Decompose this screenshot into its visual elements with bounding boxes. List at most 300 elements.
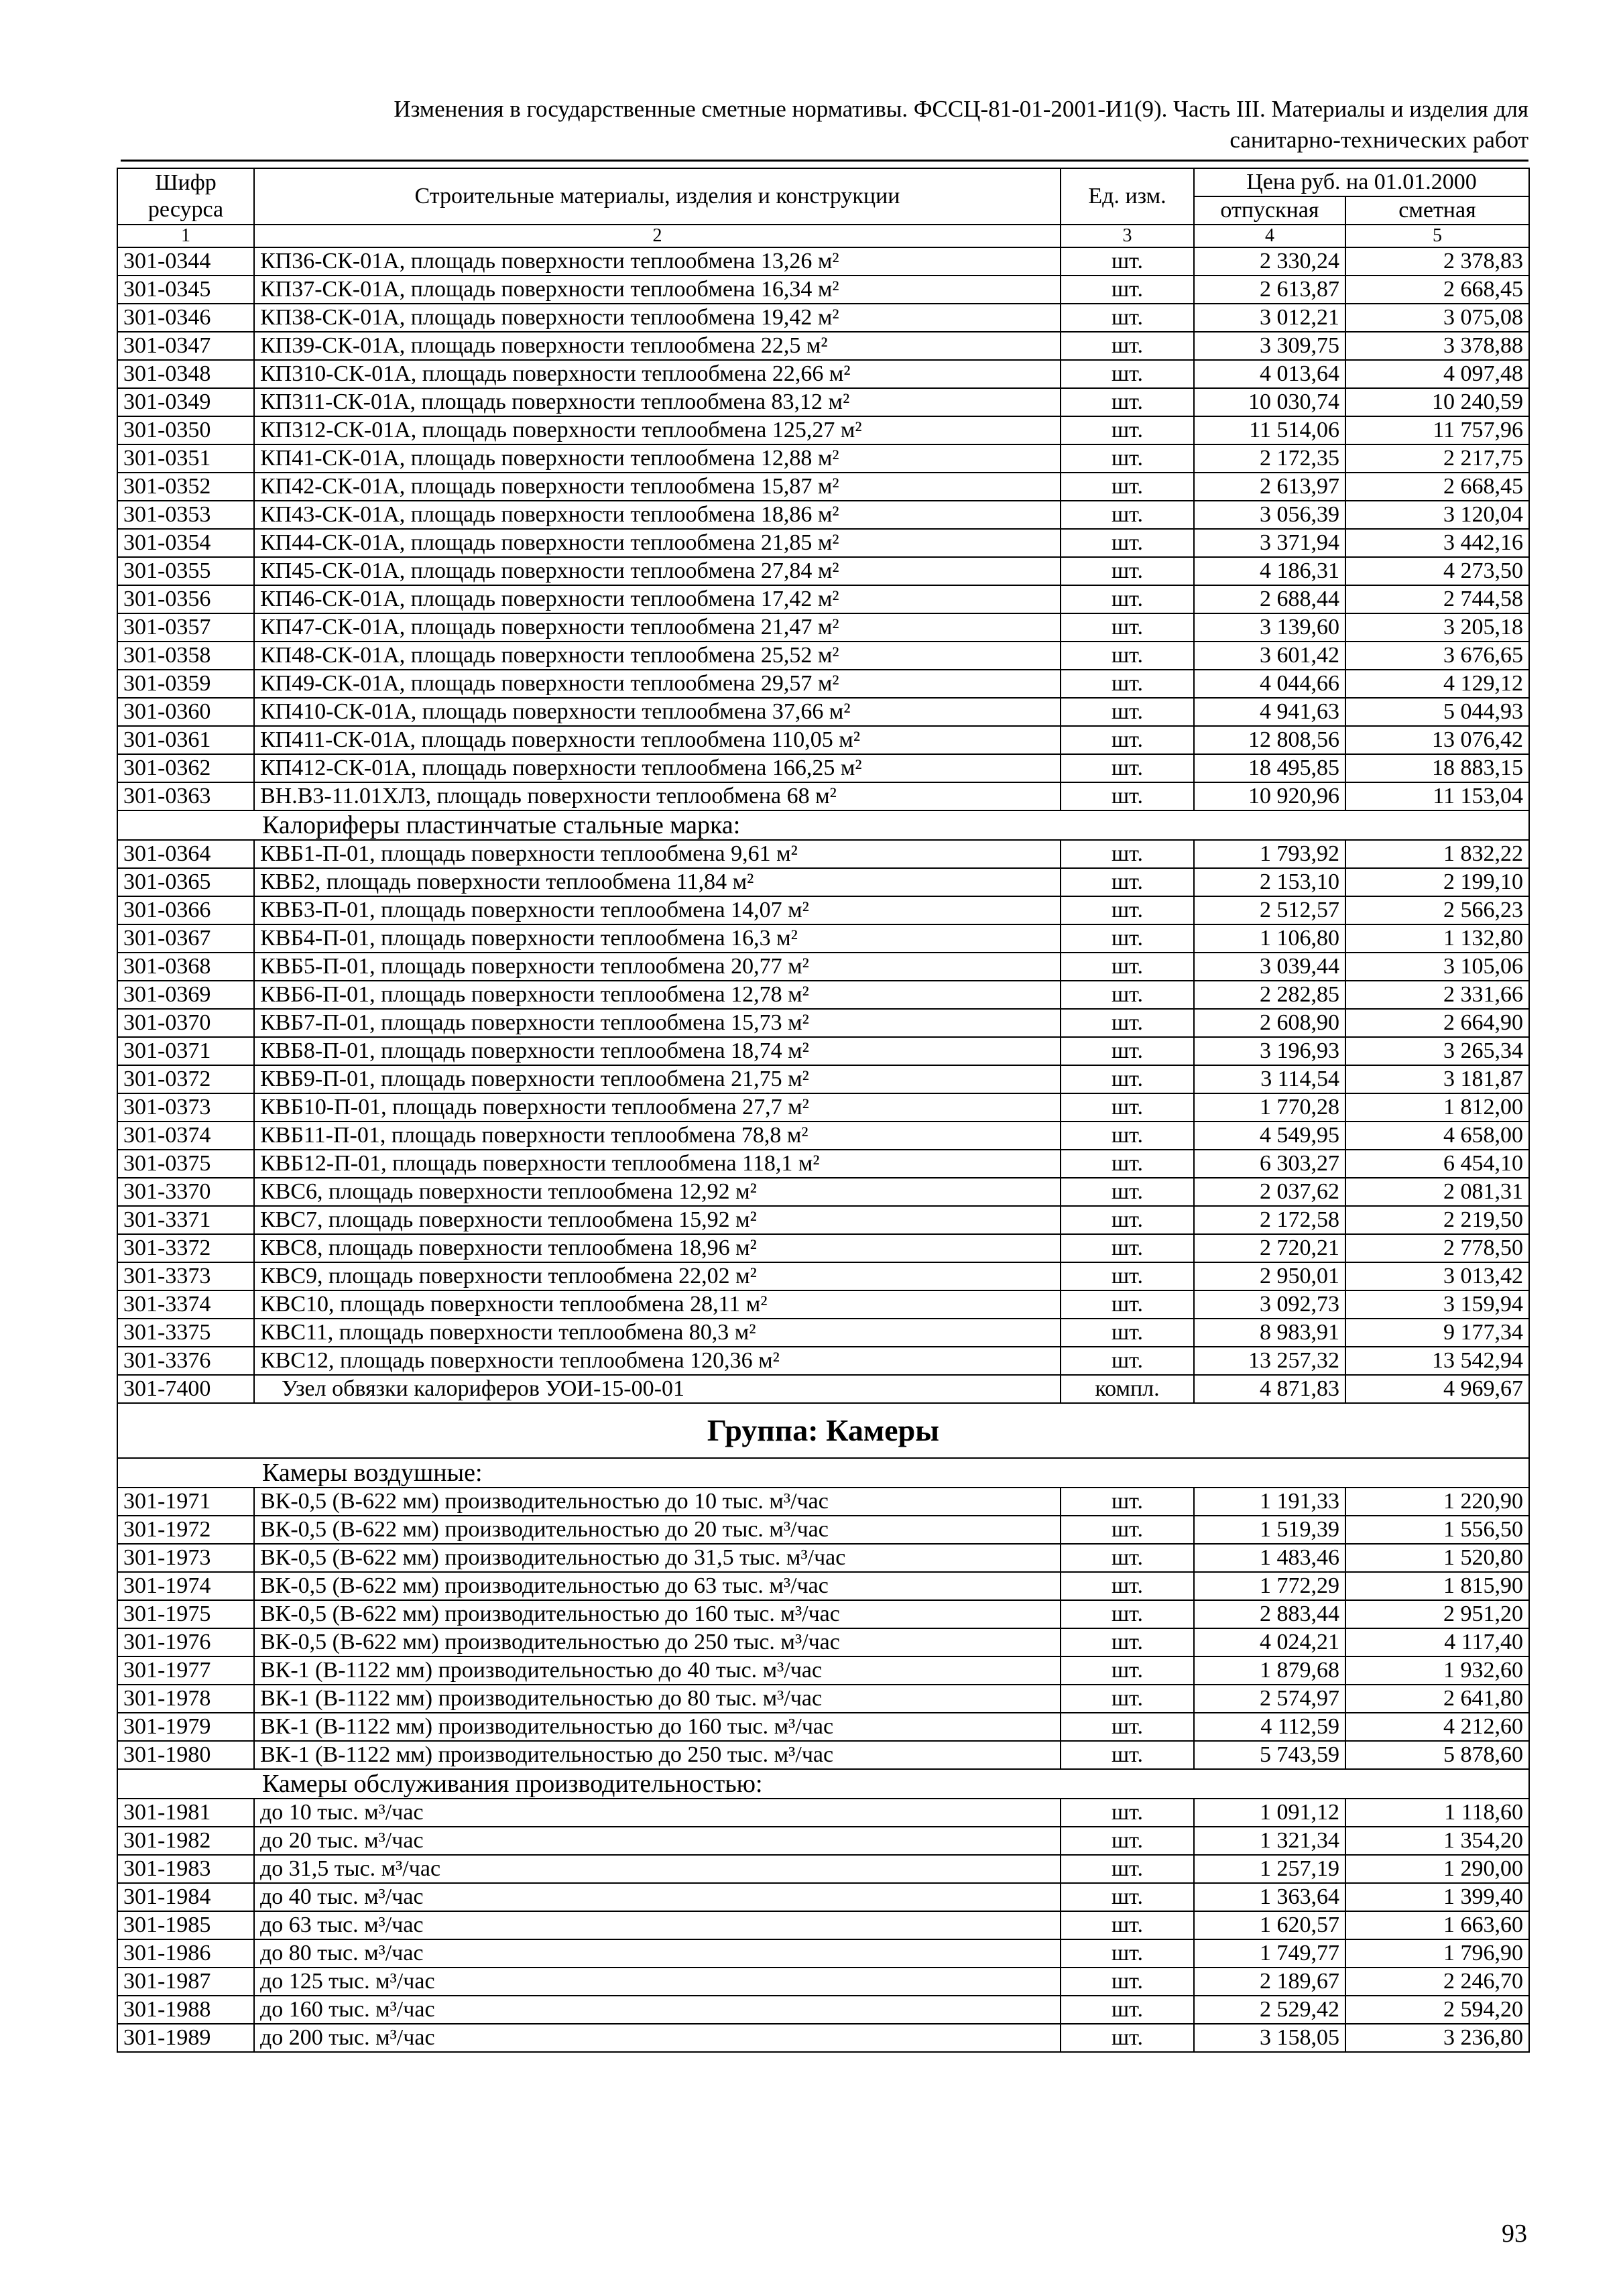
release-price: 2 037,62 [1194,1178,1345,1206]
table-row [117,1037,1529,1065]
estimate-price: 4 129,12 [1345,670,1529,698]
resource-code: 301-1971 [117,1488,254,1516]
resource-code: 301-1977 [117,1656,254,1685]
unit: шт. [1061,1122,1194,1150]
estimate-price: 1 832,22 [1345,840,1529,868]
section-title: Калориферы пластинчатые стальные марка: [254,810,1529,840]
table-row [117,585,1529,613]
table-row [117,1375,1529,1403]
item-name: КП311-СК-01А, площадь поверхности теплообмена 83,12 м² [254,388,1061,416]
estimate-price: 3 378,88 [1345,332,1529,360]
estimate-price: 2 219,50 [1345,1206,1529,1234]
release-price: 1 772,29 [1194,1572,1345,1600]
estimate-price: 5 044,93 [1345,698,1529,726]
item-name: ВК-0,5 (В-622 мм) производительностью до 20 тыс. м³/час [254,1516,1061,1544]
resource-code: 301-1981 [117,1799,254,1827]
table-row [117,1939,1529,1968]
item-name: до 63 тыс. м³/час [254,1911,1061,1939]
estimate-price: 2 951,20 [1345,1600,1529,1628]
release-price: 1 191,33 [1194,1488,1345,1516]
estimate-price: 3 265,34 [1345,1037,1529,1065]
unit: шт. [1061,1234,1194,1262]
estimate-price: 3 181,87 [1345,1065,1529,1093]
unit: шт. [1061,473,1194,501]
estimate-price: 11 153,04 [1345,782,1529,810]
item-name: КВС12, площадь поверхности теплообмена 120,36 м² [254,1347,1061,1375]
table-row [117,2024,1529,2052]
estimate-price: 2 331,66 [1345,981,1529,1009]
unit: шт. [1061,1713,1194,1741]
table-row [117,501,1529,529]
item-name: КВС10, площадь поверхности теплообмена 28,11 м² [254,1290,1061,1319]
resource-code: 301-0360 [117,698,254,726]
resource-code: 301-0353 [117,501,254,529]
group-title: Группа: Камеры [117,1403,1529,1458]
section-spacer [117,1458,254,1488]
unit: шт. [1061,726,1194,754]
item-name: КВБ6-П-01, площадь поверхности теплообмена 12,78 м² [254,981,1061,1009]
table-row [117,868,1529,896]
item-name: КП37-СК-01А, площадь поверхности теплообмена 16,34 м² [254,276,1061,304]
item-name: ВК-1 (В-1122 мм) производительностью до 40 тыс. м³/час [254,1656,1061,1685]
table-body-plate-heaters [117,840,1529,1375]
unit: шт. [1061,1685,1194,1713]
unit: шт. [1061,1347,1194,1375]
item-name: до 40 тыс. м³/час [254,1883,1061,1911]
table-row [117,1178,1529,1206]
estimate-price: 3 236,80 [1345,2024,1529,2052]
table-row [117,1009,1529,1037]
table-row [117,1093,1529,1122]
item-name: ВК-1 (В-1122 мм) производительностью до 160 тыс. м³/час [254,1713,1061,1741]
release-price: 1 879,68 [1194,1656,1345,1685]
estimate-price: 18 883,15 [1345,754,1529,782]
table-row [117,924,1529,953]
unit: шт. [1061,1178,1194,1206]
estimate-price: 2 744,58 [1345,585,1529,613]
release-price: 3 114,54 [1194,1065,1345,1093]
section-spacer [117,1769,254,1799]
resource-code: 301-0367 [117,924,254,953]
release-price: 4 186,31 [1194,557,1345,585]
unit: шт. [1061,1600,1194,1628]
unit: шт. [1061,304,1194,332]
item-name: КВБ4-П-01, площадь поверхности теплообмена 16,3 м² [254,924,1061,953]
estimate-price: 3 075,08 [1345,304,1529,332]
estimate-price: 1 220,90 [1345,1488,1529,1516]
table-row [117,613,1529,642]
unit: шт. [1061,1741,1194,1769]
release-price: 2 720,21 [1194,1234,1345,1262]
unit: шт. [1061,670,1194,698]
table-row [117,1968,1529,1996]
estimate-price: 1 663,60 [1345,1911,1529,1939]
col-number: 2 [254,225,1061,247]
section-spacer [117,810,254,840]
table-body-air-chambers [117,1488,1529,1769]
estimate-price: 3 676,65 [1345,642,1529,670]
release-price: 12 808,56 [1194,726,1345,754]
resource-code: 301-1985 [117,1911,254,1939]
table-row [117,1572,1529,1600]
unit: шт. [1061,1911,1194,1939]
estimate-price: 1 118,60 [1345,1799,1529,1827]
unit: шт. [1061,1488,1194,1516]
resource-code: 301-0363 [117,782,254,810]
release-price: 3 196,93 [1194,1037,1345,1065]
release-price: 4 112,59 [1194,1713,1345,1741]
unit: шт. [1061,1996,1194,2024]
release-price: 3 012,21 [1194,304,1345,332]
release-price: 4 024,21 [1194,1628,1345,1656]
estimate-price: 1 399,40 [1345,1883,1529,1911]
estimate-price: 4 117,40 [1345,1628,1529,1656]
item-name: КВС11, площадь поверхности теплообмена 80,3 м² [254,1319,1061,1347]
estimate-price: 2 081,31 [1345,1178,1529,1206]
table-row [117,1713,1529,1741]
group-heading [117,1403,1529,1488]
resource-code: 301-0365 [117,868,254,896]
estimate-price: 3 205,18 [1345,613,1529,642]
table-row [117,642,1529,670]
table-row [117,1516,1529,1544]
release-price: 1 749,77 [1194,1939,1345,1968]
estimate-price: 5 878,60 [1345,1741,1529,1769]
table-row [117,388,1529,416]
table-row [117,1685,1529,1713]
col-number: 5 [1345,225,1529,247]
resource-code: 301-0355 [117,557,254,585]
release-price: 1 483,46 [1194,1544,1345,1572]
item-name: до 31,5 тыс. м³/час [254,1855,1061,1883]
resource-code: 301-0373 [117,1093,254,1122]
table-row [117,698,1529,726]
table-row [117,304,1529,332]
release-price: 1 770,28 [1194,1093,1345,1122]
table-row [117,1996,1529,2024]
estimate-price: 2 668,45 [1345,473,1529,501]
release-price: 1 106,80 [1194,924,1345,953]
resource-code: 301-3373 [117,1262,254,1290]
item-name: КП36-СК-01А, площадь поверхности теплообмена 13,26 м² [254,247,1061,276]
table-row [117,1347,1529,1375]
col-number: 4 [1194,225,1345,247]
release-price: 2 613,97 [1194,473,1345,501]
item-name: КП46-СК-01А, площадь поверхности теплообмена 17,42 м² [254,585,1061,613]
item-name: КП312-СК-01А, площадь поверхности теплообмена 125,27 м² [254,416,1061,444]
release-price: 18 495,85 [1194,754,1345,782]
release-price: 6 303,27 [1194,1150,1345,1178]
release-price: 2 153,10 [1194,868,1345,896]
unit: шт. [1061,444,1194,473]
estimate-price: 1 520,80 [1345,1544,1529,1572]
resource-code: 301-0348 [117,360,254,388]
item-name: КП411-СК-01А, площадь поверхности теплообмена 110,05 м² [254,726,1061,754]
table-row [117,670,1529,698]
table-row [117,1855,1529,1883]
item-name: до 80 тыс. м³/час [254,1939,1061,1968]
release-price: 2 189,67 [1194,1968,1345,1996]
release-price: 4 013,64 [1194,360,1345,388]
unit: шт. [1061,388,1194,416]
resource-code: 301-3374 [117,1290,254,1319]
unit: шт. [1061,585,1194,613]
release-price: 1 363,64 [1194,1883,1345,1911]
resource-code: 301-0368 [117,953,254,981]
release-price: 3 139,60 [1194,613,1345,642]
page-number: 93 [1502,2220,1527,2248]
resource-code: 301-0345 [117,276,254,304]
resource-code: 301-0369 [117,981,254,1009]
table-row [117,840,1529,868]
estimate-price: 1 354,20 [1345,1827,1529,1855]
table-row [117,247,1529,276]
unit: шт. [1061,557,1194,585]
release-price: 3 092,73 [1194,1290,1345,1319]
release-price: 8 983,91 [1194,1319,1345,1347]
resource-code: 301-0366 [117,896,254,924]
resource-code: 301-0356 [117,585,254,613]
unit: шт. [1061,1150,1194,1178]
unit: шт. [1061,782,1194,810]
resource-code: 301-1983 [117,1855,254,1883]
unit: шт. [1061,754,1194,782]
release-price: 3 039,44 [1194,953,1345,981]
table-body-uzel [117,1375,1529,1403]
release-price: 1 519,39 [1194,1516,1345,1544]
resource-code: 301-0371 [117,1037,254,1065]
release-price: 1 620,57 [1194,1911,1345,1939]
item-name: КВБ9-П-01, площадь поверхности теплообмена 21,75 м² [254,1065,1061,1093]
table-row [117,981,1529,1009]
estimate-price: 2 217,75 [1345,444,1529,473]
release-price: 2 330,24 [1194,247,1345,276]
unit: шт. [1061,1516,1194,1544]
unit: шт. [1061,529,1194,557]
estimate-price: 1 812,00 [1345,1093,1529,1122]
item-name: КП47-СК-01А, площадь поверхности теплообмена 21,47 м² [254,613,1061,642]
item-name: КП412-СК-01А, площадь поверхности теплообмена 166,25 м² [254,754,1061,782]
section-heading [117,1769,1529,1799]
col-header-estimate: сметная [1345,196,1529,225]
resource-code: 301-0346 [117,304,254,332]
release-price: 3 601,42 [1194,642,1345,670]
unit: шт. [1061,1799,1194,1827]
estimate-price: 1 932,60 [1345,1656,1529,1685]
col-header-price: Цена руб. на 01.01.2000 [1194,168,1529,196]
resource-code: 301-1982 [117,1827,254,1855]
item-name: КП41-СК-01А, площадь поверхности теплообмена 12,88 м² [254,444,1061,473]
unit: шт. [1061,642,1194,670]
resource-code: 301-0374 [117,1122,254,1150]
table-row [117,953,1529,981]
resource-code: 301-1972 [117,1516,254,1544]
running-header-line2: санитарно-технических работ [1229,127,1528,153]
table-row [117,1741,1529,1769]
item-name: ВН.В3-11.01ХЛ3, площадь поверхности теплообмена 68 м² [254,782,1061,810]
table-row [117,1656,1529,1685]
item-name: КВБ3-П-01, площадь поверхности теплообмена 14,07 м² [254,896,1061,924]
release-price: 13 257,32 [1194,1347,1345,1375]
estimate-price: 13 542,94 [1345,1347,1529,1375]
resource-code: 301-1980 [117,1741,254,1769]
running-header [121,94,1528,156]
resource-code: 301-3370 [117,1178,254,1206]
resource-code: 301-1978 [117,1685,254,1713]
item-name: Узел обвязки калориферов УОИ-15-00-01 [254,1375,1061,1403]
table-row [117,1122,1529,1150]
resource-code: 301-0375 [117,1150,254,1178]
resource-code: 301-0357 [117,613,254,642]
item-name: до 125 тыс. м³/час [254,1968,1061,1996]
estimate-price: 2 664,90 [1345,1009,1529,1037]
item-name: ВК-0,5 (В-622 мм) производительностью до 10 тыс. м³/час [254,1488,1061,1516]
estimate-price: 4 097,48 [1345,360,1529,388]
unit: шт. [1061,1939,1194,1968]
release-price: 2 172,58 [1194,1206,1345,1234]
table-row [117,444,1529,473]
estimate-price: 2 641,80 [1345,1685,1529,1713]
section-title: Камеры воздушные: [254,1458,1529,1488]
resource-code: 301-0351 [117,444,254,473]
resource-code: 301-1988 [117,1996,254,2024]
col-number: 1 [117,225,254,247]
item-name: КП39-СК-01А, площадь поверхности теплообмена 22,5 м² [254,332,1061,360]
unit: шт. [1061,1093,1194,1122]
estimate-price: 4 969,67 [1345,1375,1529,1403]
estimate-price: 1 132,80 [1345,924,1529,953]
item-name: ВК-1 (В-1122 мм) производительностью до 80 тыс. м³/час [254,1685,1061,1713]
resource-code: 301-1974 [117,1572,254,1600]
table-row [117,1827,1529,1855]
item-name: КВБ10-П-01, площадь поверхности теплообмена 27,7 м² [254,1093,1061,1122]
unit: шт. [1061,1656,1194,1685]
estimate-price: 11 757,96 [1345,416,1529,444]
item-name: КП310-СК-01А, площадь поверхности теплообмена 22,66 м² [254,360,1061,388]
release-price: 2 950,01 [1194,1262,1345,1290]
table-row [117,754,1529,782]
release-price: 2 688,44 [1194,585,1345,613]
unit: шт. [1061,247,1194,276]
section-heading [117,810,1529,840]
table-row [117,557,1529,585]
resource-code: 301-0352 [117,473,254,501]
unit: шт. [1061,1037,1194,1065]
item-name: ВК-0,5 (В-622 мм) производительностью до 31,5 тыс. м³/час [254,1544,1061,1572]
resource-code: 301-0358 [117,642,254,670]
item-name: ВК-0,5 (В-622 мм) производительностью до 160 тыс. м³/час [254,1600,1061,1628]
release-price: 2 282,85 [1194,981,1345,1009]
table-body-service-chambers [117,1799,1529,2052]
estimate-price: 3 105,06 [1345,953,1529,981]
item-name: КВБ2, площадь поверхности теплообмена 11,84 м² [254,868,1061,896]
item-name: КП410-СК-01А, площадь поверхности теплообмена 37,66 м² [254,698,1061,726]
release-price: 1 257,19 [1194,1855,1345,1883]
estimate-price: 6 454,10 [1345,1150,1529,1178]
table-row [117,1290,1529,1319]
item-name: КВБ12-П-01, площадь поверхности теплообмена 118,1 м² [254,1150,1061,1178]
resource-code: 301-1984 [117,1883,254,1911]
table-row [117,332,1529,360]
table-row [117,1799,1529,1827]
release-price: 4 871,83 [1194,1375,1345,1403]
unit: шт. [1061,416,1194,444]
estimate-price: 1 796,90 [1345,1939,1529,1968]
table-row [117,1488,1529,1516]
resource-code: 301-3376 [117,1347,254,1375]
table-row [117,726,1529,754]
item-name: до 200 тыс. м³/час [254,2024,1061,2052]
release-price: 1 091,12 [1194,1799,1345,1827]
item-name: КП38-СК-01А, площадь поверхности теплообмена 19,42 м² [254,304,1061,332]
section-title: Камеры обслуживания производительностью: [254,1769,1529,1799]
resource-code: 301-0361 [117,726,254,754]
table-row [117,1150,1529,1178]
estimate-price: 4 658,00 [1345,1122,1529,1150]
release-price: 11 514,06 [1194,416,1345,444]
release-price: 3 158,05 [1194,2024,1345,2052]
unit: шт. [1061,840,1194,868]
resource-code: 301-7400 [117,1375,254,1403]
estimate-price: 1 556,50 [1345,1516,1529,1544]
col-number: 3 [1061,225,1194,247]
unit: шт. [1061,360,1194,388]
estimate-price: 13 076,42 [1345,726,1529,754]
table-row [117,1262,1529,1290]
estimate-price: 3 013,42 [1345,1262,1529,1290]
col-header-code: Шифр ресурса [117,168,254,225]
item-name: КП45-СК-01А, площадь поверхности теплообмена 27,84 м² [254,557,1061,585]
item-name: КВС8, площадь поверхности теплообмена 18,96 м² [254,1234,1061,1262]
unit: шт. [1061,924,1194,953]
release-price: 2 613,87 [1194,276,1345,304]
unit: шт. [1061,1855,1194,1883]
estimate-price: 2 199,10 [1345,868,1529,896]
item-name: КП42-СК-01А, площадь поверхности теплообмена 15,87 м² [254,473,1061,501]
estimate-price: 2 378,83 [1345,247,1529,276]
table-row [117,896,1529,924]
item-name: ВК-0,5 (В-622 мм) производительностью до 63 тыс. м³/час [254,1572,1061,1600]
item-name: КВС9, площадь поверхности теплообмена 22,02 м² [254,1262,1061,1290]
unit: шт. [1061,981,1194,1009]
item-name: КВБ5-П-01, площадь поверхности теплообмена 20,77 м² [254,953,1061,981]
unit: шт. [1061,1065,1194,1093]
unit: шт. [1061,1628,1194,1656]
estimate-price: 2 246,70 [1345,1968,1529,1996]
unit: шт. [1061,868,1194,896]
unit: шт. [1061,1827,1194,1855]
col-header-release: отпускная [1194,196,1345,225]
resource-code: 301-3375 [117,1319,254,1347]
estimate-price: 3 120,04 [1345,501,1529,529]
release-price: 1 793,92 [1194,840,1345,868]
item-name: КВС6, площадь поверхности теплообмена 12,92 м² [254,1178,1061,1206]
item-name: КП43-СК-01А, площадь поверхности теплообмена 18,86 м² [254,501,1061,529]
table-body-heat-exchangers [117,247,1529,810]
resource-code: 301-0359 [117,670,254,698]
table-row [117,529,1529,557]
item-name: до 160 тыс. м³/час [254,1996,1061,2024]
table-row [117,1600,1529,1628]
resource-code: 301-0364 [117,840,254,868]
unit: шт. [1061,276,1194,304]
unit: шт. [1061,1206,1194,1234]
unit: шт. [1061,1262,1194,1290]
table-row [117,1319,1529,1347]
resource-code: 301-3372 [117,1234,254,1262]
resource-code: 301-1975 [117,1600,254,1628]
resource-code: 301-1973 [117,1544,254,1572]
